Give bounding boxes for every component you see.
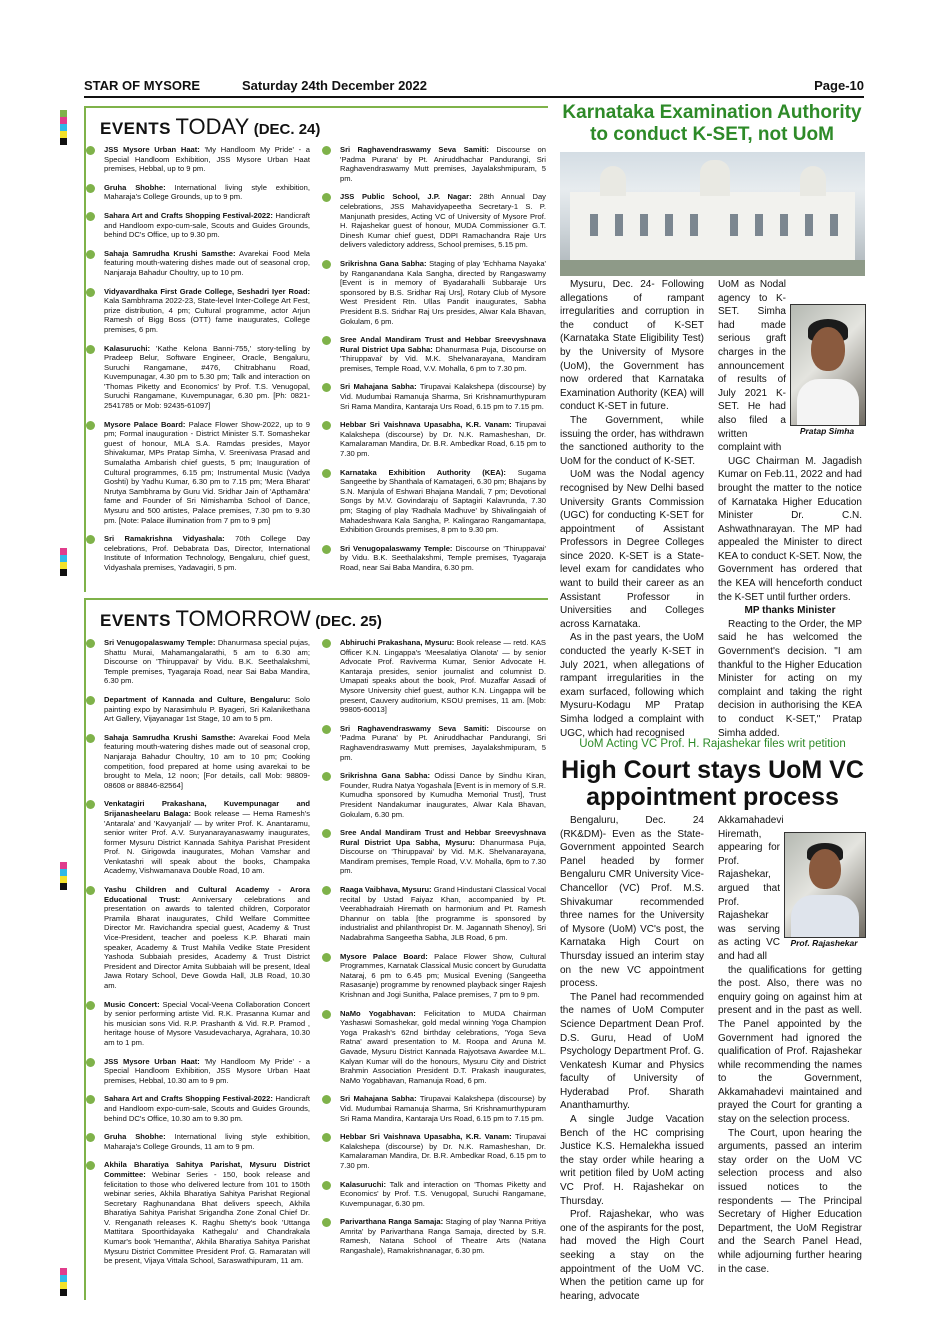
bullet-icon (322, 829, 331, 838)
event-details: Talk and interaction on 'Thomas Piketty and Economics' by Prof. T.S. Venugopal, Suruchi Rangamane, Kuvempunagar, 6.30 pm. (340, 1179, 546, 1208)
event-item (86, 145, 310, 174)
rajashekar-photo (784, 832, 866, 938)
event-details: International living style exhibition, Maharaja's College Grounds, up to 9 pm. (104, 182, 310, 202)
event-details: Book release — Hema Ramesh's 'Antarala' and 'Kavyanjali' — by writer Prof. K. Anantaramu, senior writer Prof. A.V. Suryanarayanaswamy inaugurates, former Mysuru District Kannada Sahitya Parishat President Prof. N. Girigowda inaugurates, Mohan Vamshar and Venkatashri will speak about the books, Champaka Academy, Vishwamanava Double Road, 10 am. (104, 808, 310, 876)
bullet-icon (322, 725, 331, 734)
event-item (322, 145, 546, 183)
event-organizer: Akhila Bharatiya Sahitya Parishat, Mysuru District Committee: (104, 1160, 310, 1179)
event-details: 'My Handloom My Pride' - a Special Handloom Exhibition, JSS Mysore Urban Haat premises, Hebbal, 10.30 am to 9 pm. (104, 1056, 310, 1085)
event-details: Dhanurmasa Puja, Discourse on 'Thiruppavai' by Vid. M.K. Shelvanarayana, Mandiram premises, Temple Road, V.V. Mohalla, 6pm to 7.30 pm. (340, 837, 546, 876)
events-label: EVENTS (100, 119, 172, 138)
event-item (86, 1094, 310, 1123)
event-organizer: Raaga Vaibhava, Mysuru: (340, 885, 432, 895)
hc-paragraph: A single Judge Vacation Bench of the HC comprising Justice K.S. Hemalekha issued the stay order while hearing a writ petition filed by UoM acting VC Prof. H. Rajashekar on Thursday. (560, 1114, 704, 1207)
event-organizer: Sri Mahajana Sabha: (340, 1094, 417, 1104)
kset-paragraph: Mysuru, Dec. 24- Following allegations of rampant irregularities and corruption in the conduct of K-SET (Karnataka State Eligibility Test) by the University of Mysore (UoM), the Government has now ordered that Karnataka Examination Authority (KEA) will conduct K-SET in future. (560, 279, 704, 413)
events-tomorrow-title (100, 606, 382, 632)
events-tomorrow-left-column (86, 638, 310, 1275)
event-details: Handicraft and Handloom expo-cum-sale, Scouts and Guides Grounds, behind DC's Office, 10.30 am to 9.30 pm. (104, 1094, 310, 1123)
event-item (86, 183, 310, 202)
event-details: Odissi Dance by Sindhu Kiran, Founder, Rudra Natya Yogashala [Event is in memory of S.R. Kumudha sponsored by Kumudha Memorial Trust], Trust President Nandakumar inaugurates, Alwar Kala Bhavan, Gokulam, 6.30 pm. (340, 771, 546, 819)
event-organizer: Vidyavardhaka First Grade College, Seshadri Iyer Road: (104, 286, 310, 296)
hc-paragraph: the qualifications for getting the post. Also, there was no enquiry going on against him at present and in the past as well. The Panel appointed by the Government had ignored the qualification of Prof. Rajashekar while recommending the names to the Government, Akkamahadevi maintained and prayed the Court for granting a stay on the selection process. (718, 964, 862, 1126)
bullet-icon (86, 1133, 95, 1142)
kset-paragraph: As in the past years, the UoM conducted the yearly K-SET in July 2021, when allegations of rampant irregularities in the exam surfaced, following which Mysuru-Kodagu MP Pratap Simha lodged a complaint with UGC, which had recognised (560, 632, 704, 739)
event-details: Felicitation to MUDA Chairman Yashaswi Somashekar, gold medal winning Yoga Champion Yoga Prakash's 62nd birthday celebrations, 'Yoga Seva Ratna' award presentation to M. Roopa and Aruna M. Gavade, Mysuru District Kannada Rajyotsava Awardee M.L. Kalyan Kumar will do the honours, Mysuru City and District Brahmin Association President D.T. Prakash inaugurates, NaMo Yogabhavan, Ramanuja Road, 6 pm. (340, 1008, 546, 1085)
event-details: Kala Sambhrama 2022-23, State-level Inter-College Art Fest, prize distribution, 4 pm; Cultural programme, actor Arjun Ramesh of Bigg Boss (OTT) fame inaugurates, College premises, 6 pm. (104, 296, 310, 334)
hc-paragraph: The Panel had recommended the names of UoM Computer Science Department Dean Prof. D.S. Guru, Head of UoM Psychology Department Prof. G. Venkatesh Kumar and Physics faculty of University of Hyderabad Prof. Sharath Ananthamurthy. (560, 991, 704, 1112)
event-item (86, 344, 310, 411)
event-organizer: Kalasuruchi: (104, 343, 150, 353)
bullet-icon (86, 345, 95, 354)
event-item (86, 1160, 310, 1266)
event-organizer: JSS Mysore Urban Haat: (104, 1056, 200, 1066)
event-organizer: JSS Mysore Urban Haat: (104, 145, 200, 154)
bullet-icon (86, 421, 95, 430)
event-organizer: JSS Public School, J.P. Nagar: (340, 192, 472, 202)
bullet-icon (322, 953, 331, 962)
event-item (86, 534, 310, 572)
event-item (322, 638, 546, 715)
hc-paragraph: The Court, upon hearing the arguments, passed an interim stay order on the UoM VC selection process and also issued notices to the respondents — The Principal Secretary of Higher Education Department, the UoM Registrar and the Search Panel Head, while adjourning further hearing in the case. (718, 1127, 862, 1275)
pratap-simha-caption: Pratap Simha (790, 426, 864, 436)
bullet-icon (86, 288, 95, 297)
event-item (322, 1094, 546, 1123)
event-organizer: Karnataka Exhibition Authority (KEA): (340, 467, 506, 477)
bullet-icon (86, 1058, 95, 1067)
bullet-icon (86, 1161, 95, 1170)
event-item (322, 1009, 546, 1086)
event-item (86, 1000, 310, 1048)
bullet-icon (322, 193, 331, 202)
event-item (322, 828, 546, 876)
event-organizer: NaMo Yogabhavan: (340, 1008, 416, 1018)
event-organizer: Sahara Art and Crafts Shopping Festival-2022: (104, 1094, 273, 1104)
registration-marks-lower (60, 862, 67, 890)
bullet-icon (322, 469, 331, 478)
event-organizer: Yashu Children and Cultural Academy - Arora Educational Trust: (104, 885, 310, 904)
registration-marks-top (60, 110, 67, 145)
bullet-icon (322, 336, 331, 345)
event-item (86, 885, 310, 991)
event-details: 'My Handloom My Pride' - a Special Handloom Exhibition, JSS Mysore Urban Haat premises, Hebbal, up to 9 pm. (104, 145, 310, 174)
bullet-icon (86, 535, 95, 544)
bullet-icon (322, 1181, 331, 1190)
bullet-icon (322, 772, 331, 781)
page-header (84, 76, 864, 96)
bullet-icon (322, 1218, 331, 1227)
hc-headline: High Court stays UoM VC appointment process (561, 756, 864, 811)
event-item (322, 771, 546, 819)
event-details: Avarekai Food Mela featuring mouth-watering dishes made out of seasonal crop, Nanjaraja Bahadur Choultry, up to 10 pm. (104, 248, 310, 277)
registration-marks-bottom (60, 1268, 67, 1296)
event-details: 70th College Day celebrations, Prof. Debabrata Das, Director, International Institute of Information Technology, Bengaluru, chief guest, Vidyashala premises, Yadavagiri, 5 pm. (104, 534, 310, 572)
event-details: Solo painting expo by Narasimhulu P. Byageri, Sri Kalanikethana Art Gallery, Vijayanagar 1st Stage, 10 am to 5 pm. (104, 694, 310, 724)
event-details: Avarekai Food Mela featuring mouth-watering dishes made out of seasonal crop, Nanjaraja Bahadur Choultry, 10 am to 10 pm; Cooking competition, food prepared at home using avarekai to be brought to Mela, 12 noon; [For details, call Mob: 98809-08608 or 88846-82564] (104, 732, 310, 790)
event-item (322, 382, 546, 411)
event-details: Grand Hindustani Classical Vocal recital by Ustad Faiyaz Khan, accompanied by Pt. Veerabhadraiah Hiremath on harmonium and Pt. Ramesh Dhannur on tabla [the programme is sponsored by industrialist and philanthropist Dr. M. Jagannath Shenoy], Sri Nadabrahma Sangeetha Sabha, JLB Road, 6 pm. (340, 885, 546, 943)
event-item (322, 544, 546, 573)
event-item (86, 211, 310, 240)
today-date-label: (DEC. 24) (253, 121, 321, 138)
event-item (86, 799, 310, 876)
event-item (86, 287, 310, 335)
bullet-icon (322, 1095, 331, 1104)
event-details: Discourse on 'Thiruppavai' by Vidu. B.K. Seethalakshmi, Temple premises, Tyagaraja Road, near Sai Baba Mandira, 6.30 pm. (340, 543, 546, 572)
events-today-title (100, 114, 320, 140)
event-details: Sugama Sangeethe by Shanthala of Kamatageri, 6.30 pm; Bhajans by S.N. Manjula of Eshwari Bhajana Mandali, 7 pm; Devotional Songs by M.V. Govindaraju of Saptagiri Kalavrunda, 7.30 pm; Staging of play 'Radhala Madhuve' by Shivalingaiah of Mahadeshwara Kala Sangha, P. Kalingarao Rangamantapa, Exhibition Grounds premises, 8 pm to 9.30 pm. (340, 467, 547, 535)
event-item (322, 1132, 546, 1170)
event-details: Palace Flower Show, Cultural Programmes, Karnatak Classical Music concert by Gurudatta Nataraj, 6 pm to 6.45 pm; Musical Evening (Sangeetha Rasasanje) programme by renowned playback singer Rajesh Krishnan and Jogi Sunitha, Palace premises, 7 pm to 9 pm. (340, 951, 546, 999)
kset-paragraph: UoM was the Nodal agency recognised by New Delhi based University Grants Commission (UGC) for conducting K-SET for appointment of Assistant Professors in Degree Colleges since 2020. K-SET is a State-level exam for candidates who want to build their career as an Assistant Professor in Universities and Colleges across Karnataka. (560, 469, 704, 630)
event-organizer: Hebbar Sri Vaishnava Upasabha, K.R. Vanam: (340, 420, 512, 430)
university-building-photo (560, 152, 865, 276)
bullet-icon (322, 545, 331, 554)
publication-name: STAR OF MYSORE (84, 78, 201, 93)
event-item (322, 1217, 546, 1255)
event-organizer: Sri Raghavendraswamy Seva Samiti: (340, 145, 489, 154)
kset-column-2-wrap-text: UoM as Nodal agency to K-SET. Simha had made serious graft charges in the announcement of results of July 2021 K-SET. He had also filed a written complaint with (718, 279, 786, 454)
bullet-icon (322, 1133, 331, 1142)
event-details: Dhanurmasa special pujas, Shattu Murai, Mahamangalarathi, 5 am to 6.30 am; Discourse on 'Thiruppavai' by Vidu. B.K. Seethalakshmi, Temple premises, Tyagaraja Road, near Sai Baba Mandira, 6.30 pm. (104, 638, 310, 686)
bullet-icon (322, 260, 331, 269)
event-organizer: Sahaja Samrudha Krushi Samsthe: (104, 732, 236, 742)
event-item (322, 468, 546, 535)
event-details: Book release — retd. KAS Officer K.N. Lingappa's 'Meesalatiya Olanota' — by senior Advocate Prof. Raviverma Kumar, Senior Advocate H. Kantaraja presides, senior journalist and columnist D. Umapati speaks about the book, Prof. Muzaffar Assadi of Mysore University chief guest, author K.N. Lingappa will be present, Cauvery auditorium, KSOU premises, 11 am. [Mob: 99805-60013] (340, 638, 546, 715)
event-details: Palace Flower Show-2022, up to 9 pm; Formal inauguration - District Minister S.T. Somashekar guest of honour, MLA S.A. Ramdas presides, Mayor Shivakumar, MPs Pratap Simha, V. Sreenivasa Prasad and Sumalatha Ambarish chief guests, 5 pm; Inauguration of Cultural programmes, 6.15 pm; Instrumental Music (Vadya Goshti) by Yadhu Kumar, 6.30 pm to 7.15 pm; 'Mera Bharat' Nrutya Sambhrama by Guru Vid. Sridhar Jain of 'Apthamāra' fame and Founder of Sri Nimishamba School of Dance, Mysuru and 500 artistes, Palace premises, 7.30 pm to 9.30 pm. [Note: Palace illumination from 7 pm to 9 pm] (104, 419, 310, 525)
event-item (86, 638, 310, 686)
header-rule (84, 96, 864, 98)
bullet-icon (86, 696, 95, 705)
event-details: Tirupavai Kalakshepa (discourse) by Vid. Mudumbai Ramanuja Sharma, Sri Krishnamurthypuram Sri Rama Mandira, Kantaraja Urs Road, 6.15 pm to 7.15 pm. (340, 1094, 546, 1123)
event-organizer: Kalasuruchi: (340, 1179, 386, 1189)
event-organizer: Abhiruchi Prakashana, Mysuru: (340, 638, 455, 647)
event-organizer: Sahaja Samrudha Krushi Samsthe: (104, 248, 236, 258)
event-item (322, 1180, 546, 1209)
event-organizer: Department of Kannada and Culture, Bengaluru: (104, 694, 291, 704)
event-details: Special Vocal-Veena Collaboration Concert by senior performing artiste Vid. R.K. Prasanna Kumar and his musician sons Vid. R.P. Prashanth & Vid. R.P. Pramod , heritage house of Mysore Vasudevacharya, Agrahara, 10.30 am to 1 pm. (104, 999, 310, 1047)
kset-column-1 (560, 278, 704, 740)
bullet-icon (322, 639, 331, 648)
event-details: Staging of play 'Nanna Pritiya Amrita' by Parivarthana Ranga Samaja, directed by S.R. Ramesh, Natana School of Theatre Arts (Natana Rangashale), Ramakrishnanagar, 6.30 pm. (340, 1217, 546, 1256)
event-organizer: Sahara Art and Crafts Shopping Festival-2022: (104, 210, 273, 220)
kset-paragraph: The Government, while issuing the order, has withdrawn the sanctioned authority to the UoM for the conduct of K-SET. (560, 414, 704, 467)
bullet-icon (86, 212, 95, 221)
event-item (86, 695, 310, 724)
bullet-icon (322, 886, 331, 895)
events-today-right-column (322, 145, 546, 582)
event-organizer: Gruha Shobhe: (104, 1132, 166, 1142)
events-today-left-column (86, 145, 310, 582)
event-organizer: Parivarthana Ranga Samaja: (340, 1217, 444, 1227)
event-details: Discourse on 'Padma Purana' by Pt. Aniruddhachar Pandurangi, Sri Raghavendraswamy Mutt premises, Jayalakshmipuram, 5 pm. (340, 145, 546, 183)
bullet-icon (322, 146, 331, 155)
event-item (322, 420, 546, 458)
event-item (86, 1132, 310, 1151)
event-item (322, 885, 546, 943)
event-item (322, 952, 546, 1000)
event-item (322, 192, 546, 250)
event-item (322, 724, 546, 762)
bullet-icon (86, 250, 95, 259)
tomorrow-date-label: (DEC. 25) (315, 613, 382, 630)
event-organizer: Mysore Palace Board: (104, 419, 186, 429)
event-organizer: Sri Raghavendraswamy Seva Samiti: (340, 723, 489, 733)
kset-paragraph: UGC Chairman M. Jagadish Kumar on Feb.11, 2022 and had brought the matter to the notice of Karnataka Higher Education Minister Dr. C.N. Ashwathnarayan. The MP had appealed the Minister to direct KEA to conduct K-SET. Now, the Government has ordered that the KEA will henceforth conduct the K-SET until further orders. (718, 455, 862, 603)
tomorrow-label: TOMORROW (175, 606, 311, 631)
event-details: International living style exhibition, Maharaja's College Grounds, 11 am to 9 pm. (104, 1132, 310, 1151)
event-item (86, 1057, 310, 1086)
event-organizer: Gruha Shobhe: (104, 182, 166, 192)
event-details: Staging of play 'Echhama Nayaka' by Ranganandana Kala Sangha, directed by Rangaswamy [Event is in memory of Byadarahalli Subbaraje Urs sponsored by B.S. Sridhar Raj Urs], Rotary Club of Mysore West President Rtn. Ullas Pandit inaugurates, Sabha President B.S. Sridhar Raj Urs presides, Alwar Kala Bhavan, Gokulam, 6 pm. (340, 258, 547, 326)
event-details: Tirupavai Kalakshepa (discourse) by Dr. N.K. Ramasheshan, Dr. Kamalaraman Mandira, Dr. B.R. Ambedkar Road, 6.15 pm to 7.30 pm. (340, 1132, 546, 1170)
event-organizer: Mysore Palace Board: (340, 951, 428, 961)
event-organizer: Sri Mahajana Sabha: (340, 382, 417, 392)
hc-kicker: UoM Acting VC Prof. H. Rajashekar files writ petition (579, 738, 846, 750)
event-item (322, 259, 546, 326)
event-details: Tirupavai Kalakshepa (discourse) by Dr. N.K. Ramasheshan, Dr. Kamalaraman Mandira, Dr. B.R. Ambedkar Road, 6.15 pm to 7.30 pm. (340, 420, 546, 459)
event-item (322, 335, 546, 373)
bullet-icon (86, 1001, 95, 1010)
event-organizer: Srikrishna Gana Sabha: (340, 771, 431, 781)
hc-paragraph: Prof. Rajashekar, who was one of the aspirants for the post, had moved the High Court seeking a stay on the appointment of the UoM VC. When the petition came up for hearing, advocate (560, 1209, 704, 1302)
bullet-icon (86, 734, 95, 743)
hc-column-2-wrap-text: Akkamahadevi Hiremath, appearing for Prof. Rajashekar, argued that Prof. Rajashekar was serving as acting VC and had all (718, 815, 784, 962)
event-organizer: Venkatagiri Prakashana, Kuvempunagar and Srijanashеelaru Balaga: (104, 799, 310, 818)
event-details: Handicraft and Handloom expo-cum-sale, Scouts and Guides Grounds, behind DC's Office, up to 9.30 pm. (104, 210, 310, 240)
hc-column-1 (560, 814, 704, 1303)
hc-paragraph: Bengaluru, Dec. 24 (RK&DM)- Even as the State-Government appointed Search Panel headed by former Bengaluru CMR University Vice-Chancellor (VC) Prof. M.S. Shivakumar recommended three names for the University of Mysore (UoM) VC's post, the Karnataka High Court on Thursday issued an interim stay on the new VC appointment process. (560, 815, 704, 990)
event-organizer: Sri Venugopalaswamy Temple: (340, 543, 453, 553)
kset-closing-paragraph: Reacting to the Order, the MP said he has welcomed the Government's decision. "I am thankful to the Higher Education Minister for acting on my complaint and taking the right decision in authorising the KEA to conduct K-SET," Pratap Simha added. (718, 618, 862, 739)
bullet-icon (322, 1010, 331, 1019)
event-organizer: Music Concert: (104, 999, 160, 1009)
bullet-icon (86, 146, 95, 155)
bullet-icon (322, 383, 331, 392)
events-label: EVENTS (100, 611, 172, 630)
bullet-icon (86, 184, 95, 193)
event-organizer: Hebbar Sri Vaishnava Upasabha, K.R. Vanam: (340, 1132, 512, 1142)
event-item (86, 420, 310, 526)
event-organizer: Srikrishna Gana Sabha: (340, 258, 427, 268)
event-details: Discourse on 'Padma Purana' by Pt. Aniruddhachar Pandurangi, Sri Raghavendraswamy Mutt premises, Jayalakshmipuram, 5 pm. (340, 723, 546, 762)
bullet-icon (322, 421, 331, 430)
event-organizer: Sri Ramakrishna Vidyashala: (104, 534, 225, 544)
event-item (86, 733, 310, 791)
event-item (86, 249, 310, 278)
pratap-simha-photo (790, 304, 866, 426)
event-details: 28th Annual Day celebrations, JSS Mahavidyapeetha Secretary-1 S. P. Manjunath presides, Acting VC of University of Mysore Prof. H. Rajashekar guest of honour, MUDA Commissioner G.T. Dinesh Kumar chief guest, DDPI Ramachandra Raje Urs delivers valedictory address, School premises, 5.15 pm. (340, 192, 546, 250)
event-details: Tirupavai Kalakshepa (discourse) by Vid. Mudumbai Ramanuja Sharma, Sri Krishnamurthypuram Sri Rama Mandira, Kantaraja Urs Road, 6.15 pm to 7.15 pm. (340, 382, 546, 411)
event-details: 'Kathe Kelona Banni-755,' story-telling by Pradeep Belur, Software Engineer, Oracle, Bengaluru, Suruchi Rangamane, #476, Chitrabhanu Road, Kuvempunagar, 4.30 pm to 5.30 pm; Talk and interaction on 'Thomas Piketty and Economics' by Prof. T.S. Venugopal, Suruchi Rangamane, Kuvempunagar, 6.30 pm. [Ph: 0821-2541785 or Mob: 92435-61097] (104, 343, 310, 411)
bullet-icon (86, 639, 95, 648)
event-organizer: Sree Andal Mandiram Trust and Hebbar Sreevyshnava Rural District Upa Sabha, Mysuru: (340, 828, 546, 847)
event-organizer: Sree Andal Mandiram Trust and Hebbar Sreevyshnava Rural District Upa Sabha: (340, 335, 546, 354)
events-tomorrow-right-column (322, 638, 546, 1265)
issue-date: Saturday 24th December 2022 (242, 78, 427, 93)
rajashekar-caption: Prof. Rajashekar (782, 938, 866, 948)
event-organizer: Sri Venugopalaswamy Temple: (104, 638, 216, 647)
event-details: Dhanurmasa Puja, Discourse on 'Thiruppavai' by Vid. M.K. Shelvanarayana, Mandiram premises, Temple Road, V.V. Mohalla, 6 pm to 7.30 pm. (340, 344, 546, 373)
event-details: Anniversary celebrations and presentation on awards to talented children, Corporator Pramila Bharat inaugurates, Child Welfare Committee Director Mr. Ravichandra special guest, Academy & Trust Vice-President, teacher and poeless K.P. Bharati main speaker, Academy & Trust Mahila Vedike State President Yashoda Subbaiah presides, Academy & Trust District President and Director Amita Subbaiah will be present, Ideal Jawa Rotary School, Deve Gowda Hall, JLB Road, 10.30 am. (104, 894, 310, 990)
bullet-icon (86, 1095, 95, 1104)
kset-headline: Karnataka Examination Authority to conduct K-SET, not UoM (562, 102, 862, 145)
bullet-icon (86, 886, 95, 895)
page-number: Page-10 (814, 78, 864, 93)
kset-subhead: MP thanks Minister (744, 605, 836, 617)
registration-marks-mid (60, 548, 67, 576)
bullet-icon (86, 800, 95, 809)
event-details: Webinar Series - 150, book release and felicitation to those who delivered lecture from 101 to 150th webinar series, Akhila Bharatiya Sahitya Parishat Regional Secretary Raghunandana Bhat delivers speech, Akhila Bharatiya Sahitya Parishat Srigandha Zone Zonal Chief Dr. V. Renganath releases K. Raghu Shetty's book 'Uttanga Mattitara Spoorthidayaka Kathegalu' and Chandrakala Kumar's book 'Hemantha', Akhila Bharatiya Sahitya Parishat Mysuru District Committee President Prof. G. Ramaratan will be present, Vijaya Vittala School, Saraswathipuram, 11 am. (104, 1169, 310, 1266)
today-label: TODAY (175, 114, 250, 139)
